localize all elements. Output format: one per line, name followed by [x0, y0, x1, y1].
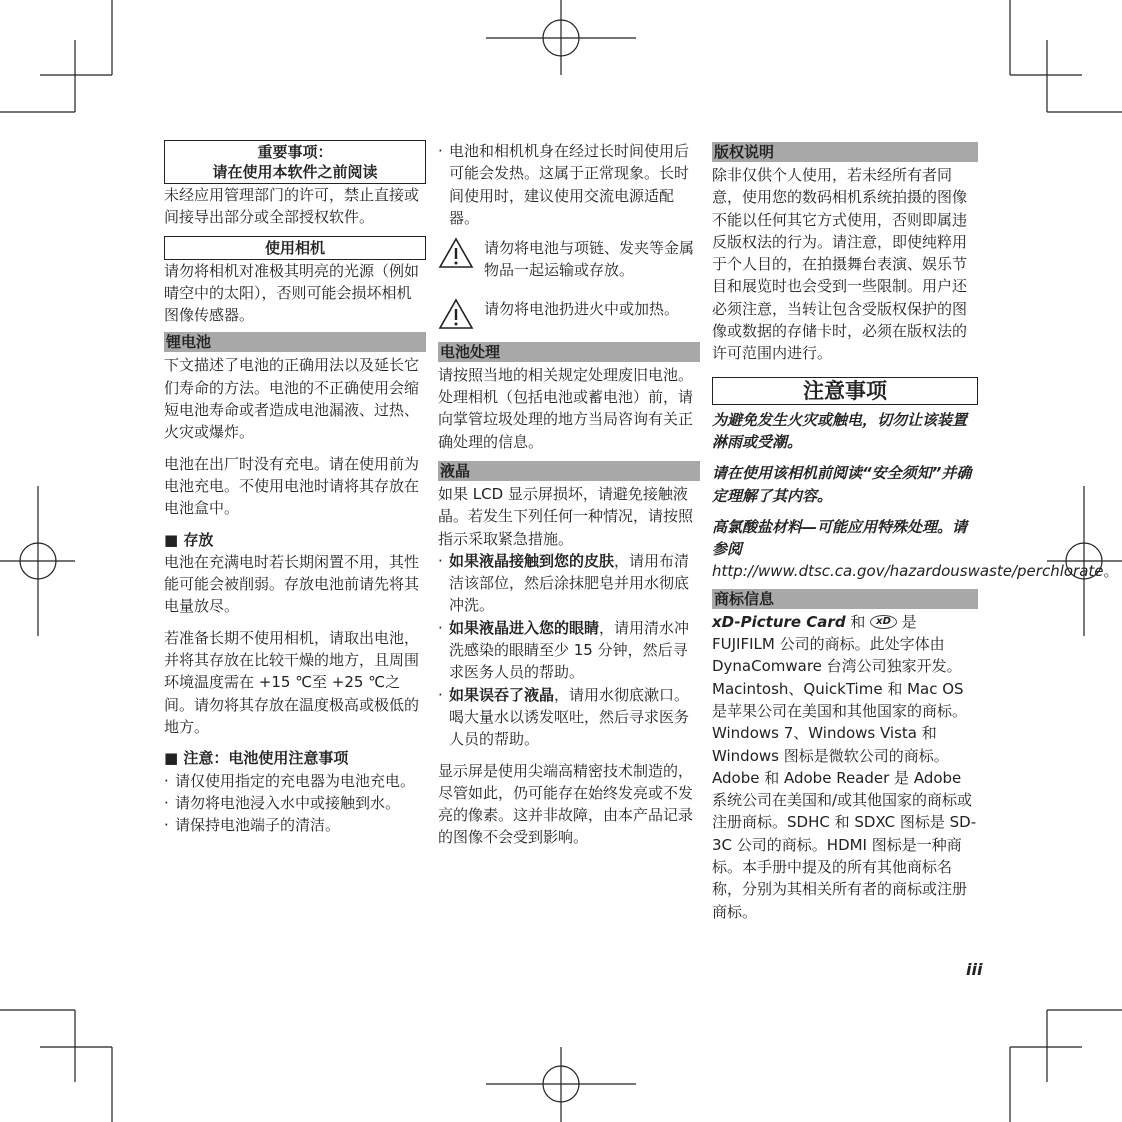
notice-fire: 为避免发生火灾或触电，切勿让该装置淋雨或受潮。 [712, 410, 968, 451]
battery-paragraph-2: 电池在出厂时没有充电。请在使用前为电池充电。不使用电池时请将其存放在电池盒中。 [164, 454, 420, 518]
lcd-list [438, 550, 700, 751]
heat-list [438, 140, 700, 229]
warning-fire-text: 请勿将电池扔进火中或加热。 [484, 299, 680, 318]
warning-fire [438, 298, 700, 330]
important-subtitle: 请在使用本软件之前阅读 [212, 163, 378, 181]
notice-safety: 请在使用该相机前阅读“安全须知”并确定理解了其内容。 [712, 464, 972, 505]
copyright-heading: 版权说明 [712, 142, 978, 162]
xd-logo-icon: xD [870, 615, 897, 629]
storage-heading: ■ 存放 [164, 530, 214, 549]
column-3 [712, 140, 1119, 923]
warning-triangle-icon [438, 237, 474, 269]
warning-metal [438, 237, 700, 282]
list-item: · 如果液晶进入您的眼睛，请用清水冲洗感染的眼睛至少 15 分钟，然后寻求医务人员的帮助。 [438, 617, 700, 684]
list-item: · 请仅使用指定的充电器为电池充电。 [164, 770, 426, 792]
warning-metal-text: 请勿将电池与项链、发夹等金属物品一起运输或存放。 [484, 239, 695, 280]
list-item: · 请保持电池端子的清洁。 [164, 814, 426, 836]
trademark-heading: 商标信息 [712, 589, 978, 609]
battery-paragraph-1: 下文描述了电池的正确用法以及延长它们寿命的方法。电池的不正确使用会缩短电池寿命或者造成电池漏液、过热、火灾或爆炸。 [164, 356, 420, 442]
liquid-crystal-heading: 液晶 [438, 461, 700, 481]
storage-paragraph-2: 若准备长期不使用相机，请取出电池，并将其存放在比较干燥的地方，且周围环境温度需在 +15 ℃至 +25 ℃之间。请勿将其存放在温度极高或极低的地方。 [164, 628, 420, 736]
disposal-paragraph: 请按照当地的相关规定处理废旧电池。处理相机（包括电池或蓄电池）前，请向掌管垃圾处理的地方当局咨询有关正确处理的信息。 [438, 365, 694, 451]
notice-perchlorate: 高氯酸盐材料—可能应用特殊处理。请参阅 http://www.dtsc.ca.gov/hazardouswaste/perchlorate。 [712, 517, 1119, 581]
pixels-paragraph: 显示屏是使用尖端高精密技术制造的，尽管如此，仍可能存在始终发亮或不发亮的像素。这并非故障，由本产品记录的图像不会受到影响。 [438, 761, 694, 847]
battery-disposal-heading: 电池处理 [438, 342, 700, 362]
list-item: · 如果误吞了液晶，请用水彻底漱口。喝大量水以诱发呕吐，然后寻求医务人员的帮助。 [438, 684, 700, 751]
list-item: · 如果液晶接触到您的皮肤，请用布清洁该部位，然后涂抹肥皂并用水彻底冲洗。 [438, 550, 700, 617]
caution-heading: ■ 注意：电池使用注意事项 [164, 749, 349, 768]
perchlorate-link[interactable]: http://www.dtsc.ca.gov/hazardouswaste/perchlorate [712, 562, 1104, 581]
column-1 [164, 140, 426, 836]
list-item: · 请勿将电池浸入水中或接触到水。 [164, 792, 426, 814]
important-title: 重要事项： [257, 143, 333, 161]
lithium-battery-heading: 锂电池 [164, 332, 426, 352]
camera-use-heading: 使用相机 [164, 236, 426, 260]
important-notice-box [164, 140, 426, 184]
copyright-paragraph: 除非仅供个人使用，若未经所有者同意，使用您的数码相机系统拍摄的图像不能以任何其它方式使用，否则即属违反版权法的行为。请注意，即使纯粹用于个人目的，在拍摄舞台表演、娱乐节目和展览时也会受到一些限制。用户还必须注意，当转让包含受版权保护的图像或数据的存储卡时，必须在版权法的许可范围内进行。 [712, 166, 968, 363]
page-number: iii [966, 960, 983, 979]
column-2 [438, 140, 700, 849]
trademark-paragraph: xD-Picture Card 和 xD 是 FUJIFILM 公司的商标。此处字体由 DynaComware 台湾公司独家开发。Macintosh、QuickTime 和 Mac OS 是苹果公司在美国和其他国家的商标。Windows 7、Windows Vista 和 Windows 图标是微软公司的商标。Adobe 和 Adobe Reader 是 Adobe 系统公司在美国和/或其他国家的商标或注册商标。SDHC 和 SDXC 图标是 SD-3C 公司的商标。HDMI 图标是一种商标。本手册中提及的所有其他商标名称，分别为其相关所有者的商标或注册商标。 [712, 612, 977, 921]
license-paragraph: 未经应用管理部门的许可，禁止直接或间接导出部分或全部授权软件。 [164, 186, 420, 227]
lcd-paragraph: 如果 LCD 显示屏损坏，请避免接触液晶。若发生下列任何一种情况，请按照指示采取紧急措施。 [438, 484, 694, 548]
storage-paragraph-1: 电池在充满电时若长期闲置不用，其性能可能会被削弱。存放电池前请先将其电量放尽。 [164, 552, 420, 616]
camera-paragraph: 请勿将相机对准极其明亮的光源（例如晴空中的太阳），否则可能会损坏相机图像传感器。 [164, 261, 420, 325]
list-item: · 电池和相机机身在经过长时间使用后可能会发热。这属于正常现象。长时间使用时，建议使用交流电源适配器。 [438, 140, 700, 229]
notice-heading: 注意事项 [712, 377, 978, 405]
warning-triangle-icon [438, 298, 474, 330]
caution-list [164, 770, 426, 837]
